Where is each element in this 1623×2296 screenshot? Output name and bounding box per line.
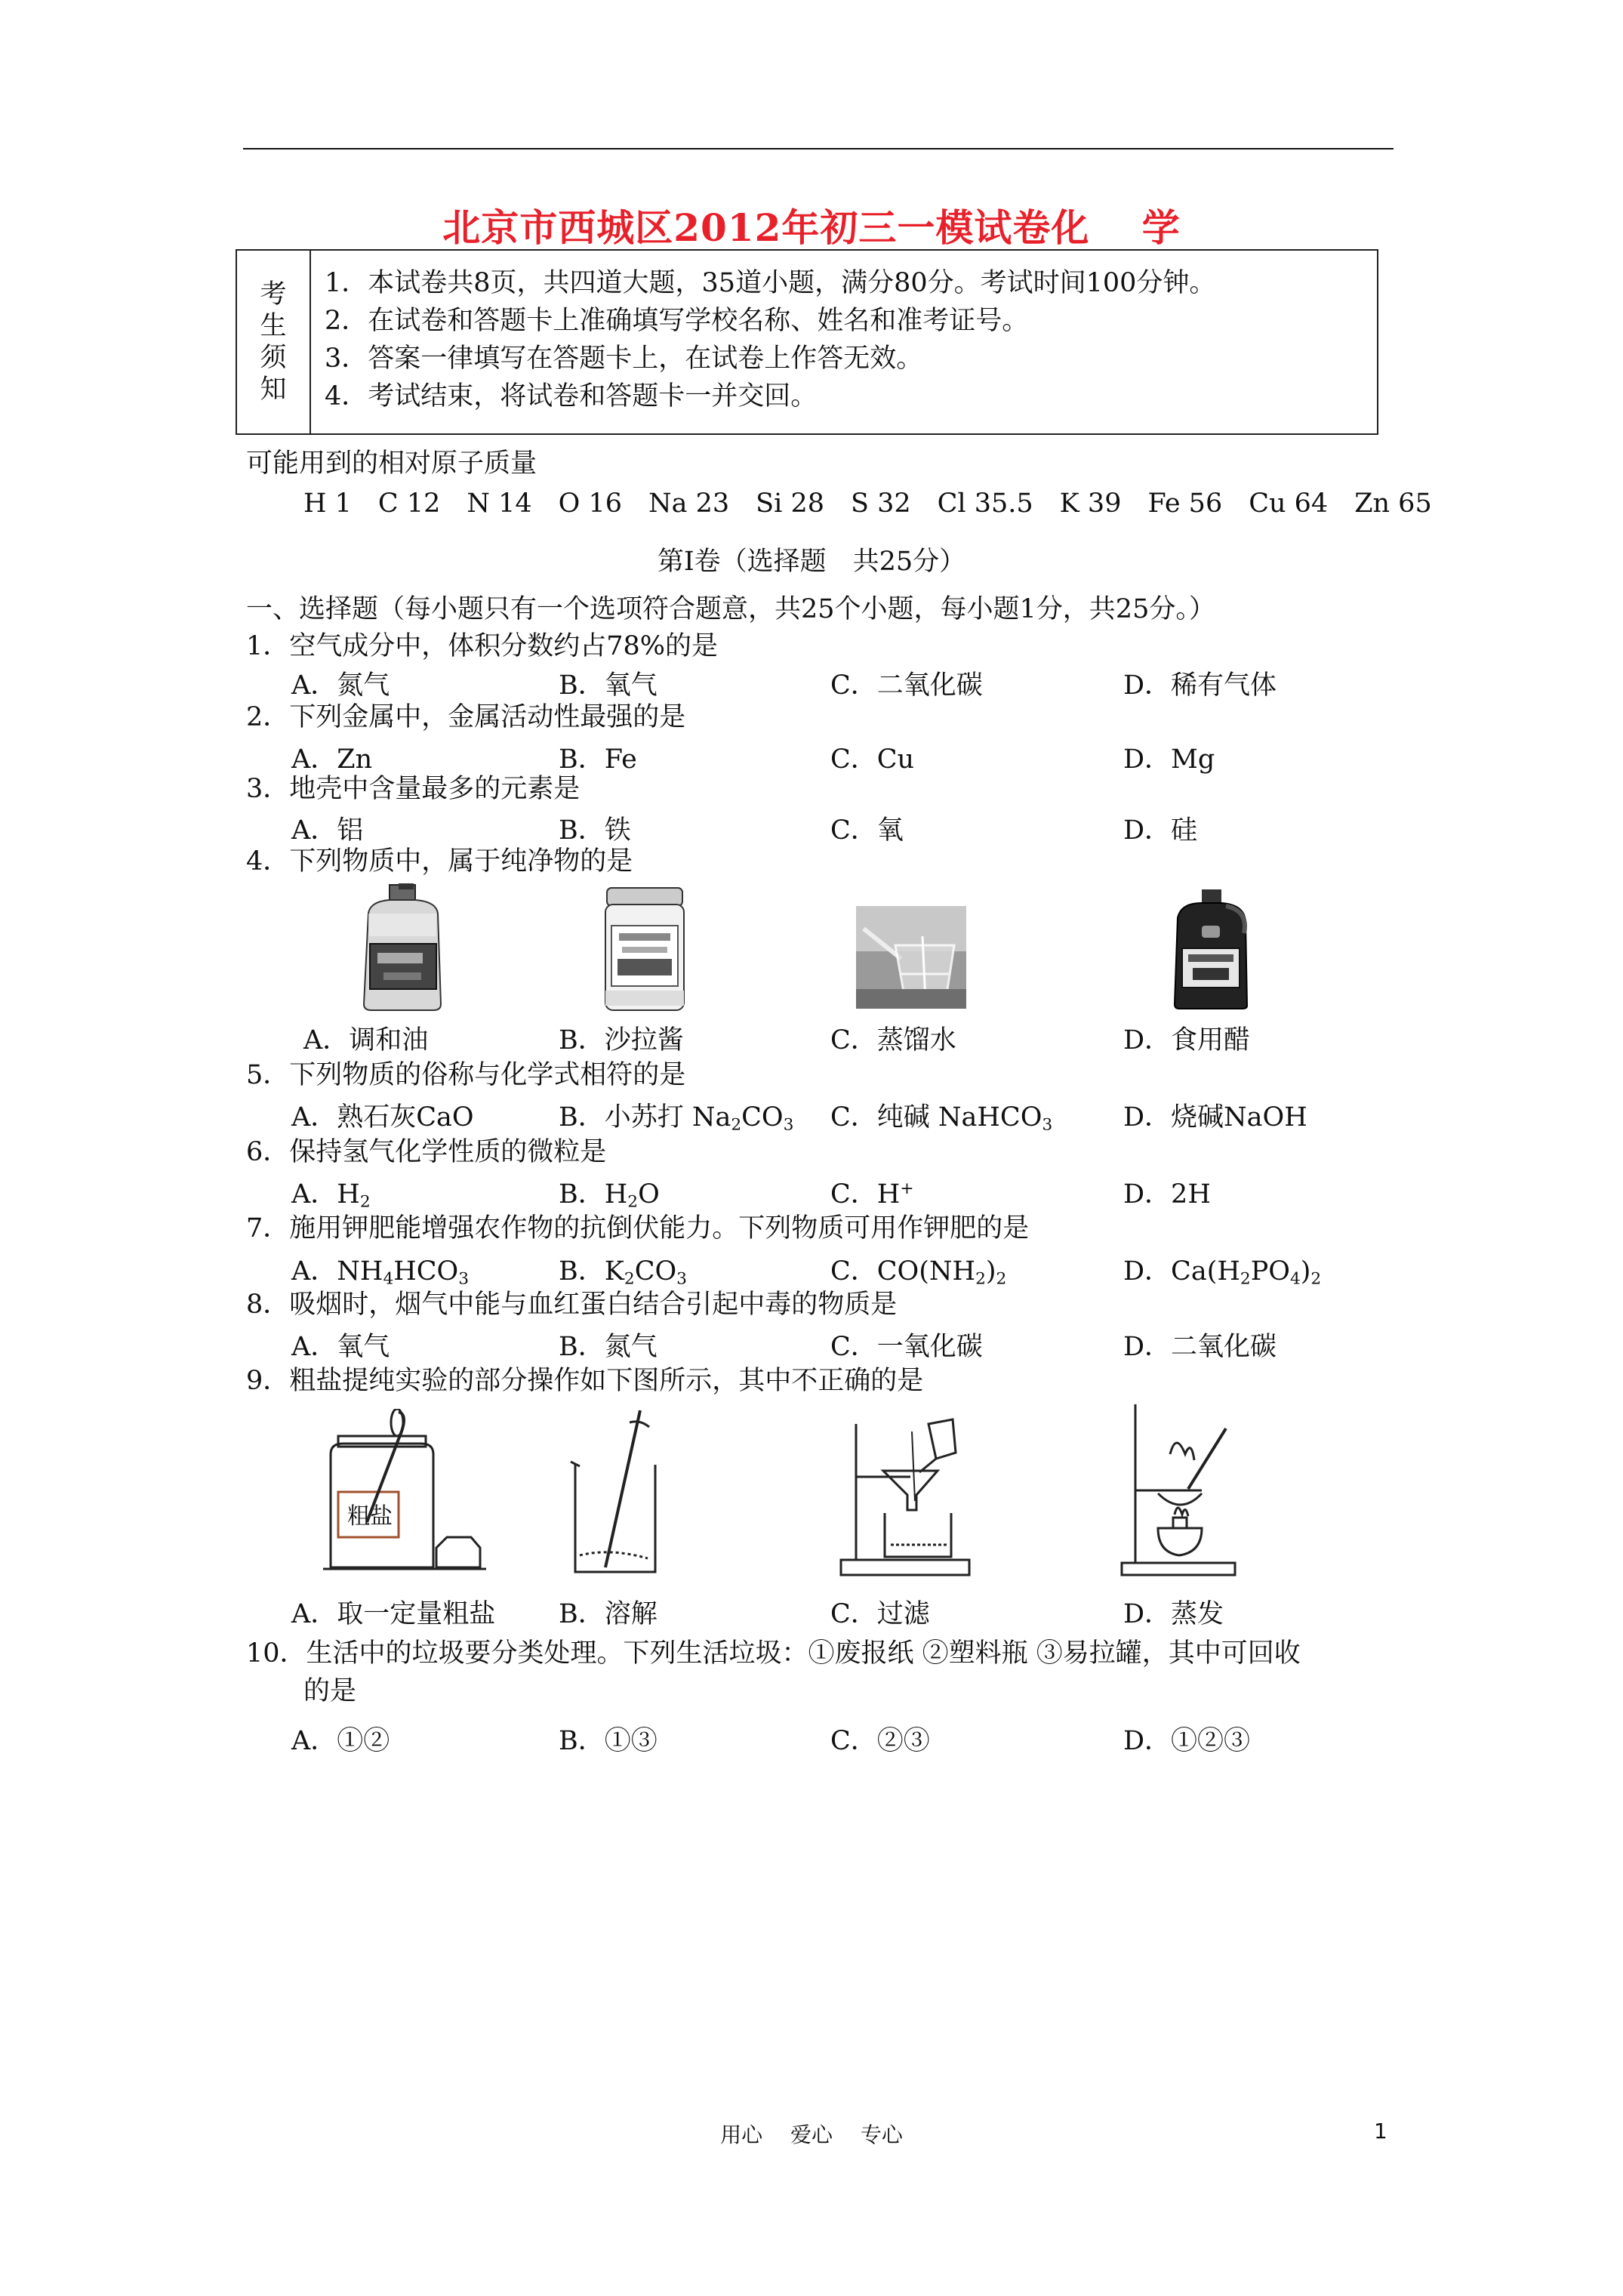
- option-d: D．稀有气体: [1123, 670, 1277, 701]
- option-d: D．Mg: [1123, 744, 1215, 775]
- option-d: D．2H: [1123, 1179, 1211, 1210]
- option-a: A．$NH_4HCO_3$: [291, 1256, 470, 1289]
- salt-jar-label: 粗盐: [347, 1503, 393, 1530]
- question-stem: 4．下列物质中，属于纯净物的是: [246, 846, 633, 877]
- option-a: A．$H_2$: [291, 1179, 371, 1212]
- notice-label-char: 知: [260, 374, 287, 405]
- option-b: B．铁: [559, 815, 631, 846]
- option-b: B．Fe: [559, 744, 637, 775]
- filtration-diagram: [838, 1416, 996, 1578]
- option-a: A．①②: [291, 1726, 390, 1756]
- exam-notice-box: [236, 249, 1378, 435]
- option-b: B．$H_2O$: [559, 1179, 660, 1212]
- question-stem: 8．吸烟时，烟气中能与血红蛋白结合引起中毒的物质是: [246, 1290, 898, 1320]
- notice-items: [325, 264, 1369, 415]
- notice-label-char: 须: [260, 343, 287, 373]
- evaporation-diagram: [1113, 1401, 1264, 1578]
- option-d: D．烧碱NaOH: [1123, 1102, 1307, 1133]
- option-a: A．取一定量粗盐: [291, 1599, 496, 1629]
- page-number: 1: [1374, 2119, 1387, 2143]
- question-stem: 10．生活中的垃圾要分类处理。下列生活垃圾：①废报纸 ②塑料瓶 ③易拉罐，其中可回收: [246, 1638, 1301, 1669]
- notice-item: 3．答案一律填写在答题卡上，在试卷上作答无效。: [325, 344, 923, 374]
- notice-label: [237, 251, 311, 433]
- atomic-mass-heading: 可能用到的相对原子质量: [246, 448, 537, 479]
- option-c: C．Cu: [830, 744, 915, 775]
- notice-label-char: 考: [260, 279, 287, 310]
- option-a: A．氮气: [291, 670, 390, 701]
- notice-item: 1．本试卷共8页，共四道大题，35道小题，满分80分。考试时间100分钟。: [325, 268, 1216, 298]
- question-stem-continued: 的是: [303, 1676, 357, 1706]
- question-stem: 9．粗盐提纯实验的部分操作如下图所示，其中不正确的是: [246, 1366, 924, 1396]
- vinegar-jug-image: [1166, 888, 1256, 1010]
- option-d: D．$Ca(H_2PO_4)_2$: [1123, 1256, 1322, 1289]
- option-c: C．蒸馏水: [830, 1025, 956, 1056]
- option-b: B．①③: [559, 1726, 658, 1756]
- option-c: C．②③: [830, 1726, 930, 1756]
- option-a: A．铝: [291, 815, 364, 846]
- salad-dressing-jar-image: [599, 885, 690, 1012]
- notice-item: 2．在试卷和答题卡上准确填写学校名称、姓名和准考证号。: [325, 306, 1029, 336]
- question-stem: 7．施用钾肥能增强农作物的抗倒伏能力。下列物质可用作钾肥的是: [246, 1213, 1030, 1244]
- option-c: C．$CO(NH_2)_2$: [830, 1256, 1007, 1289]
- option-b: B．小苏打 $Na_2CO_3$: [559, 1102, 794, 1135]
- option-b: B．$K_2CO_3$: [559, 1256, 687, 1289]
- notice-item: 4．考试结束，将试卷和答题卡一并交回。: [325, 381, 818, 411]
- take-salt-diagram: [316, 1409, 489, 1575]
- option-c: C．纯碱 NaHCO$_3$: [830, 1102, 1053, 1135]
- header-rule: [243, 148, 1394, 149]
- option-d: D．二氧化碳: [1123, 1332, 1277, 1362]
- option-b: B．溶解: [559, 1599, 658, 1629]
- option-a: A．Zn: [291, 744, 373, 775]
- question-stem: 3．地壳中含量最多的元素是: [246, 774, 581, 804]
- section-title: 第Ⅰ卷（选择题 共25分）: [657, 547, 966, 577]
- option-c: C．氧: [830, 815, 904, 846]
- part-title: 一、选择题（每小题只有一个选项符合题意，共25个小题，每小题1分，共25分。）: [246, 594, 1215, 624]
- blended-oil-bottle-image: [353, 883, 451, 1012]
- option-c: C．H+: [830, 1179, 914, 1210]
- option-d: D．①②③: [1123, 1726, 1251, 1756]
- option-d: D．蒸发: [1123, 1599, 1224, 1629]
- option-b: B．氧气: [559, 670, 658, 701]
- dissolve-diagram: [565, 1404, 670, 1578]
- option-a: A．氧气: [291, 1332, 390, 1362]
- option-b: B．氮气: [559, 1332, 658, 1362]
- option-c: C．一氧化碳: [830, 1332, 983, 1362]
- option-c: C．二氧化碳: [830, 670, 983, 701]
- footer-slogan: 用心 爱心 专心: [720, 2122, 903, 2147]
- atomic-mass-values: H 1 C 12 N 14 O 16 Na 23 Si 28 S 32 Cl 35.5 K 39 Fe 56 Cu 64 Zn 65: [303, 488, 1432, 519]
- question-stem: 5．下列物质的俗称与化学式相符的是: [246, 1060, 686, 1090]
- option-d: D．食用醋: [1123, 1025, 1251, 1056]
- option-a: A．熟石灰CaO: [291, 1102, 474, 1133]
- notice-label-char: 生: [260, 311, 287, 341]
- distilled-water-glass-image: [856, 906, 966, 1009]
- question-stem: 6．保持氢气化学性质的微粒是: [246, 1137, 607, 1167]
- page-title: 北京市西城区2012年初三一模试卷化 学: [442, 205, 1181, 250]
- option-a: A．调和油: [303, 1025, 429, 1056]
- question-stem: 2．下列金属中，金属活动性最强的是: [246, 702, 686, 732]
- option-b: B．沙拉酱: [559, 1025, 684, 1056]
- question-stem: 1．空气成分中，体积分数约占78%的是: [246, 631, 719, 661]
- option-c: C．过滤: [830, 1599, 930, 1629]
- option-d: D．硅: [1123, 815, 1198, 846]
